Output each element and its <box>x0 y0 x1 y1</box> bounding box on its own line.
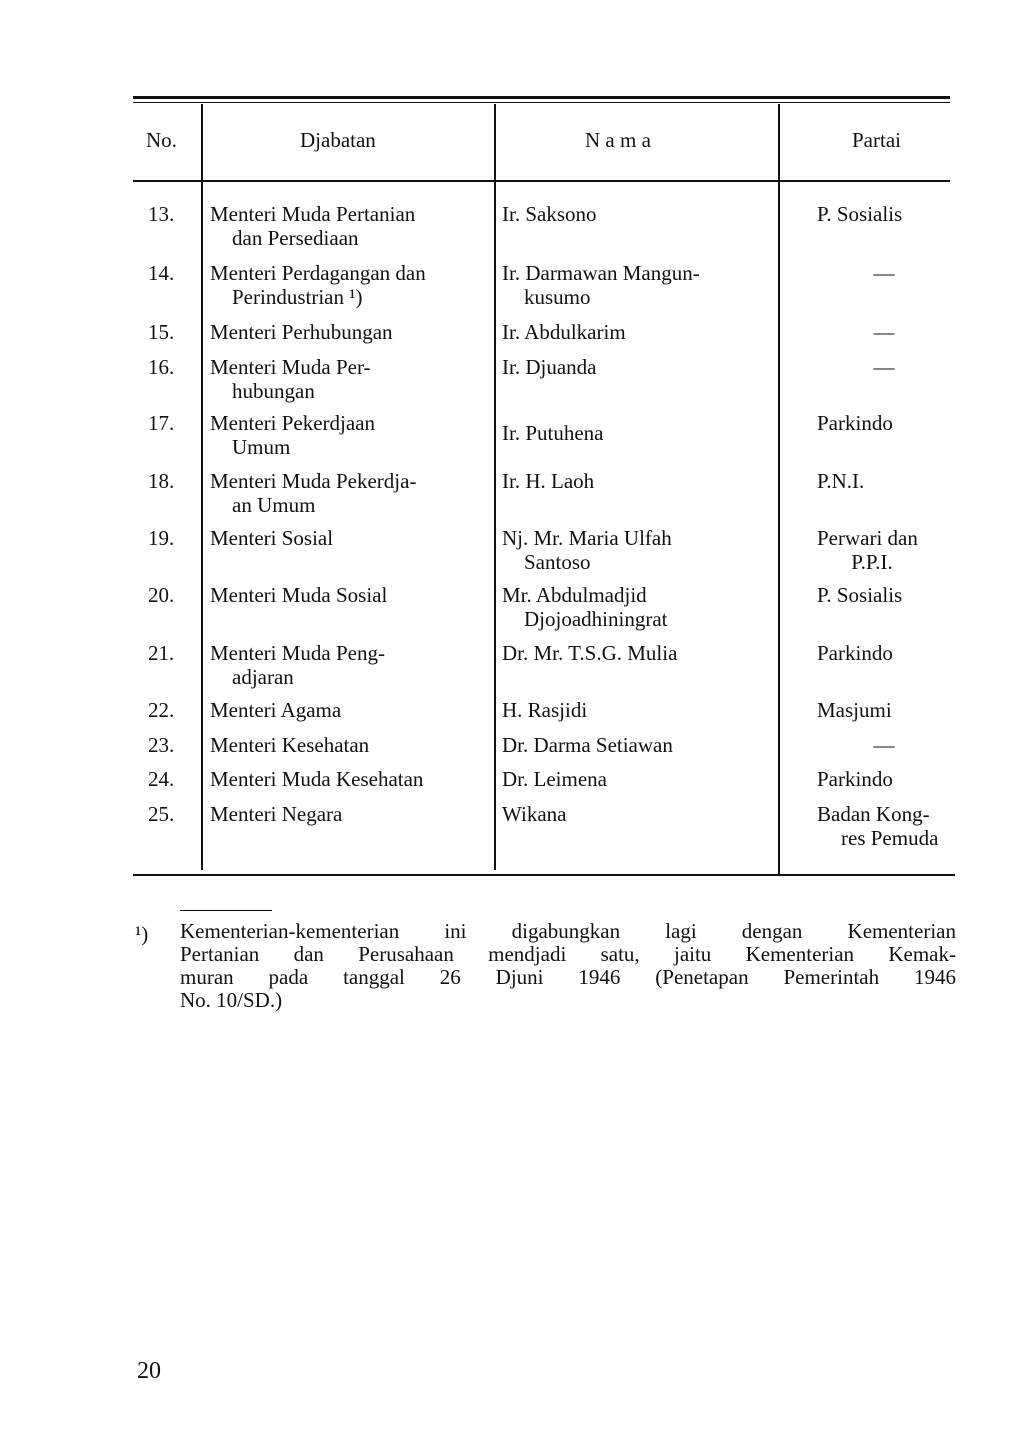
cell-partai <box>817 202 902 226</box>
cell-partai-line: — <box>873 355 895 379</box>
cell-djabatan-line: Menteri Muda Kesehatan <box>210 767 424 791</box>
cell-djabatan-line: Menteri Pekerdjaan <box>210 411 376 435</box>
cell-djabatan-line: Menteri Muda Peng- <box>210 641 385 665</box>
footnote-line: muran pada tanggal 26 Djuni 1946 (Penetapan Pemerintah 1946 <box>180 965 956 989</box>
column-divider-2 <box>494 104 496 870</box>
cell-djabatan <box>210 320 393 344</box>
cell-djabatan-line: Umum <box>232 435 291 459</box>
cell-djabatan <box>210 641 385 689</box>
cell-partai <box>824 261 944 285</box>
cell-nama-line: Ir. H. Laoh <box>502 469 595 493</box>
cell-nama <box>502 526 672 574</box>
cell-no: 20. <box>148 583 175 607</box>
cell-djabatan-line: an Umum <box>232 493 316 517</box>
cell-nama-line: Mr. Abdulmadjid <box>502 583 647 607</box>
cell-nama-line: Wikana <box>502 802 567 826</box>
table-bottom-rule <box>133 874 955 876</box>
cell-djabatan-line: Menteri Muda Sosial <box>210 583 388 607</box>
footnote-rule <box>180 910 272 911</box>
cell-partai <box>817 583 902 607</box>
cell-partai <box>817 469 864 493</box>
cell-nama <box>502 421 603 445</box>
cell-nama-line: Dr. Mr. T.S.G. Mulia <box>502 641 678 665</box>
footnote-line: Pertanian dan Perusahaan mendjadi satu, jaitu Kementerian Kemak- <box>180 942 956 966</box>
cell-partai-line: P. Sosialis <box>817 583 903 607</box>
cell-partai-line: P. Sosialis <box>817 202 903 226</box>
cell-partai <box>817 641 893 665</box>
cell-djabatan <box>210 355 371 403</box>
cell-djabatan-line: Menteri Perhubungan <box>210 320 393 344</box>
cell-partai-line: P.N.I. <box>817 469 865 493</box>
cell-partai-line: Badan Kong- <box>817 802 930 826</box>
cell-djabatan-line: dan Persediaan <box>232 226 359 250</box>
cell-no: 14. <box>148 261 175 285</box>
column-divider-3 <box>778 104 780 874</box>
cell-djabatan-line: Perindustrian ¹) <box>232 285 363 309</box>
footnote-text <box>180 920 956 1012</box>
cell-partai-line: — <box>873 320 895 344</box>
cell-no: 16. <box>148 355 175 379</box>
cell-nama <box>502 583 667 631</box>
cell-partai-line: Parkindo <box>817 411 893 435</box>
cell-djabatan <box>210 526 333 550</box>
cell-djabatan <box>210 802 342 826</box>
cell-no: 25. <box>148 802 175 826</box>
cell-djabatan-line: Menteri Perdagangan dan <box>210 261 426 285</box>
column-divider-1 <box>201 104 203 870</box>
cell-partai-line: Masjumi <box>817 698 892 722</box>
page-number: 20 <box>137 1358 161 1384</box>
cell-partai <box>817 802 938 850</box>
cell-djabatan <box>210 733 369 757</box>
cell-no: 23. <box>148 733 175 757</box>
cell-no: 21. <box>148 641 175 665</box>
cell-partai-line: Perwari dan <box>817 526 918 550</box>
cell-djabatan-line: Menteri Muda Pekerdja- <box>210 469 417 493</box>
cell-djabatan-line: Menteri Muda Per- <box>210 355 371 379</box>
cell-djabatan <box>210 469 416 517</box>
cell-nama-line: Ir. Saksono <box>502 202 597 226</box>
cell-partai <box>824 320 944 344</box>
cell-nama-line: Dr. Darma Setiawan <box>502 733 673 757</box>
cell-nama-line: Nj. Mr. Maria Ulfah <box>502 526 672 550</box>
cell-no: 24. <box>148 767 175 791</box>
footnote-line: Kementerian-kementerian ini digabungkan lagi dengan Kementerian <box>180 919 956 943</box>
cell-djabatan-line: hubungan <box>232 379 315 403</box>
cell-no: 13. <box>148 202 175 226</box>
cell-partai <box>817 411 893 435</box>
cell-nama-line: Dr. Leimena <box>502 767 607 791</box>
cell-no: 15. <box>148 320 175 344</box>
cell-djabatan <box>210 202 415 250</box>
cell-nama <box>502 733 673 757</box>
cell-nama <box>502 641 677 665</box>
header-bottom-rule <box>133 180 950 182</box>
cell-djabatan <box>210 767 423 791</box>
header-no: No. <box>146 128 177 152</box>
cell-no: 19. <box>148 526 175 550</box>
cell-nama-line: Ir. Putuhena <box>502 421 604 445</box>
cell-partai <box>824 733 944 757</box>
header-partai: Partai <box>852 128 901 152</box>
cell-partai-line: res Pemuda <box>841 826 939 850</box>
cell-djabatan-line: Menteri Muda Pertanian <box>210 202 416 226</box>
footnote-line: No. 10/SD.) <box>180 988 283 1012</box>
cell-nama <box>502 802 566 826</box>
header-djabatan: Djabatan <box>300 128 376 152</box>
cell-partai-line: — <box>873 733 895 757</box>
cell-nama-line: Djojoadhiningrat <box>524 607 668 631</box>
cell-nama <box>502 355 596 379</box>
cell-djabatan <box>210 698 341 722</box>
cell-nama-line: Ir. Abdulkarim <box>502 320 626 344</box>
cell-djabatan-line: adjaran <box>232 665 294 689</box>
cell-partai <box>817 698 892 722</box>
cell-nama-line: Ir. Darmawan Mangun- <box>502 261 700 285</box>
header-nama: N a m a <box>585 128 651 152</box>
table-top-rule-thin <box>133 102 950 103</box>
table-top-rule <box>133 96 950 99</box>
cell-partai <box>824 355 944 379</box>
cell-nama <box>502 202 597 226</box>
footnote-mark: ¹) <box>135 922 149 946</box>
cell-djabatan-line: Menteri Sosial <box>210 526 334 550</box>
cell-partai-line: — <box>873 261 895 285</box>
cell-partai-line: P.P.I. <box>851 550 893 574</box>
cell-nama <box>502 261 700 309</box>
cell-djabatan <box>210 411 375 459</box>
cell-nama <box>502 767 607 791</box>
cell-no: 17. <box>148 411 175 435</box>
cell-nama-line: Ir. Djuanda <box>502 355 597 379</box>
cell-partai-line: Parkindo <box>817 767 893 791</box>
cell-partai <box>817 526 927 574</box>
cell-partai <box>817 767 893 791</box>
cell-partai-line: Parkindo <box>817 641 893 665</box>
cell-djabatan-line: Menteri Agama <box>210 698 342 722</box>
cell-no: 18. <box>148 469 175 493</box>
cell-nama <box>502 469 594 493</box>
cell-djabatan-line: Menteri Negara <box>210 802 343 826</box>
cell-nama-line: kusumo <box>524 285 591 309</box>
cell-nama <box>502 320 626 344</box>
cell-no: 22. <box>148 698 175 722</box>
cell-nama <box>502 698 587 722</box>
cell-nama-line: Santoso <box>524 550 591 574</box>
cell-djabatan <box>210 583 387 607</box>
cell-djabatan <box>210 261 426 309</box>
cell-nama-line: H. Rasjidi <box>502 698 588 722</box>
cell-djabatan-line: Menteri Kesehatan <box>210 733 370 757</box>
